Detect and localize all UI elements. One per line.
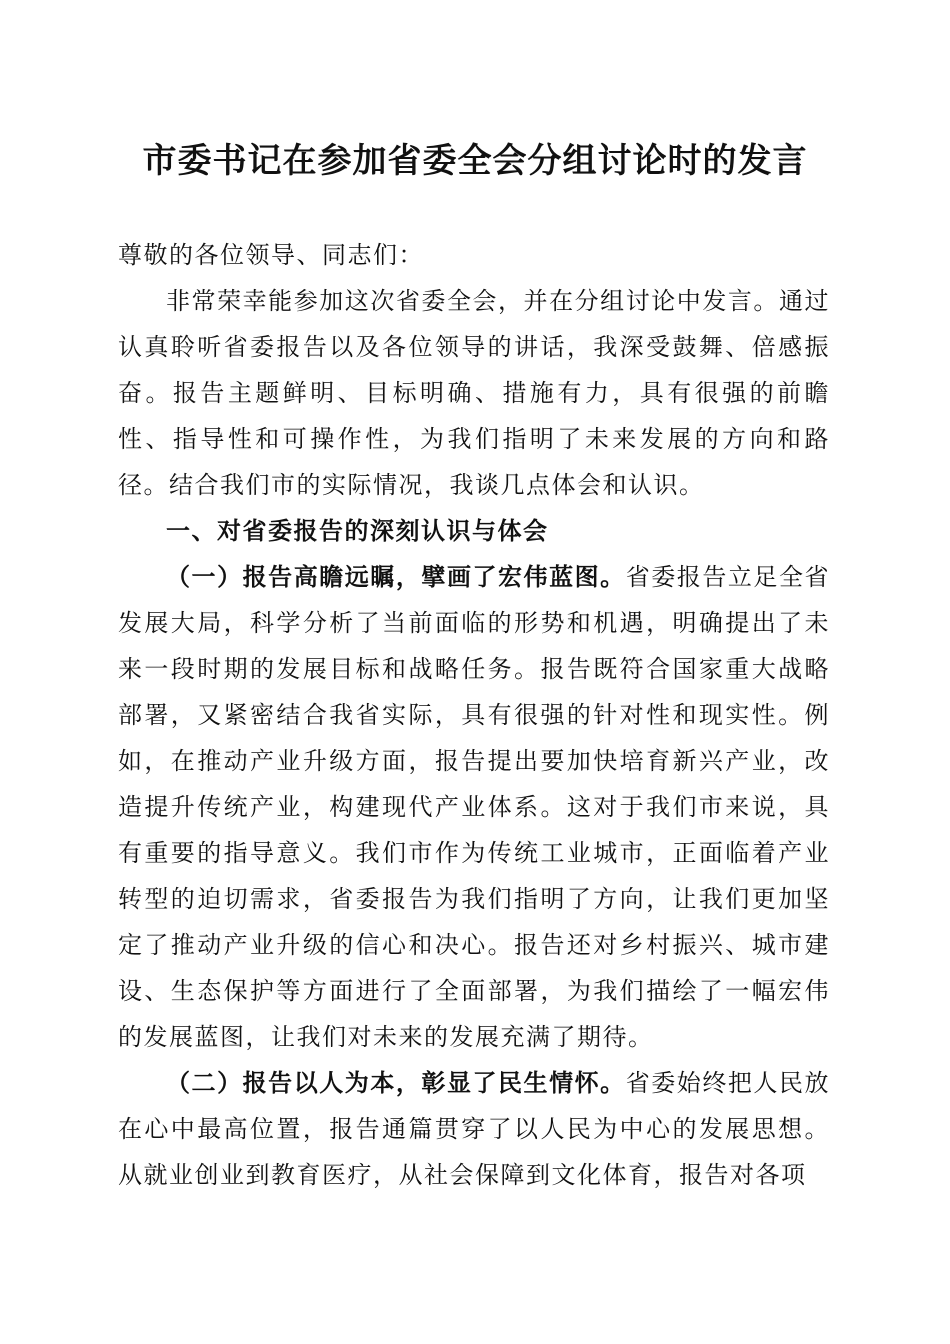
document-title: 市委书记在参加省委全会分组讨论时的发言 xyxy=(142,141,808,181)
intro-paragraph: 非常荣幸能参加这次省委全会，并在分组讨论中发言。通过认真聆听省委报告以及各位领导的讲话，我深受鼓舞、倍感振奋。报告主题鲜明、目标明确、措施有力，具有很强的前瞻性、指导性和可操作性，为我们指明了未来发展的方向和路径。结合我们市的实际情况，我谈几点体会和认识。 xyxy=(118,287,830,499)
point-2-lead: （二）报告以人为本，彰显了民生情怀。 xyxy=(166,1069,626,1097)
point-1-paragraph xyxy=(118,554,830,1060)
document-body xyxy=(118,232,830,1198)
section-heading-1: 一、对省委报告的深刻认识与体会 xyxy=(166,517,549,545)
point-1-body: 省委报告立足全省发展大局，科学分析了当前面临的形势和机遇，明确提出了未来一段时期的发展目标和战略任务。报告既符合国家重大战略部署，又紧密结合我省实际，具有很强的针对性和现实性。例如，在推动产业升级方面，报告提出要加快培育新兴产业，改造提升传统产业，构建现代产业体系。这对于我们市来说，具有重要的指导意义。我们市作为传统工业城市，正面临着产业转型的迫切需求，省委报告为我们指明了方向，让我们更加坚定了推动产业升级的信心和决心。报告还对乡村振兴、城市建设、生态保护等方面进行了全面部署，为我们描绘了一幅宏伟的发展蓝图，让我们对未来的发展充满了期待。 xyxy=(118,563,830,1051)
point-2-paragraph xyxy=(118,1060,830,1198)
point-1-lead: （一）报告高瞻远瞩，擘画了宏伟蓝图。 xyxy=(166,563,626,591)
salutation: 尊敬的各位领导、同志们： xyxy=(118,241,424,269)
point-2-body: 省委始终把人民放在心中最高位置，报告通篇贯穿了以人民为中心的发展思想。从就业创业到教育医疗，从社会保障到文化体育，报告对各项 xyxy=(118,1069,830,1189)
